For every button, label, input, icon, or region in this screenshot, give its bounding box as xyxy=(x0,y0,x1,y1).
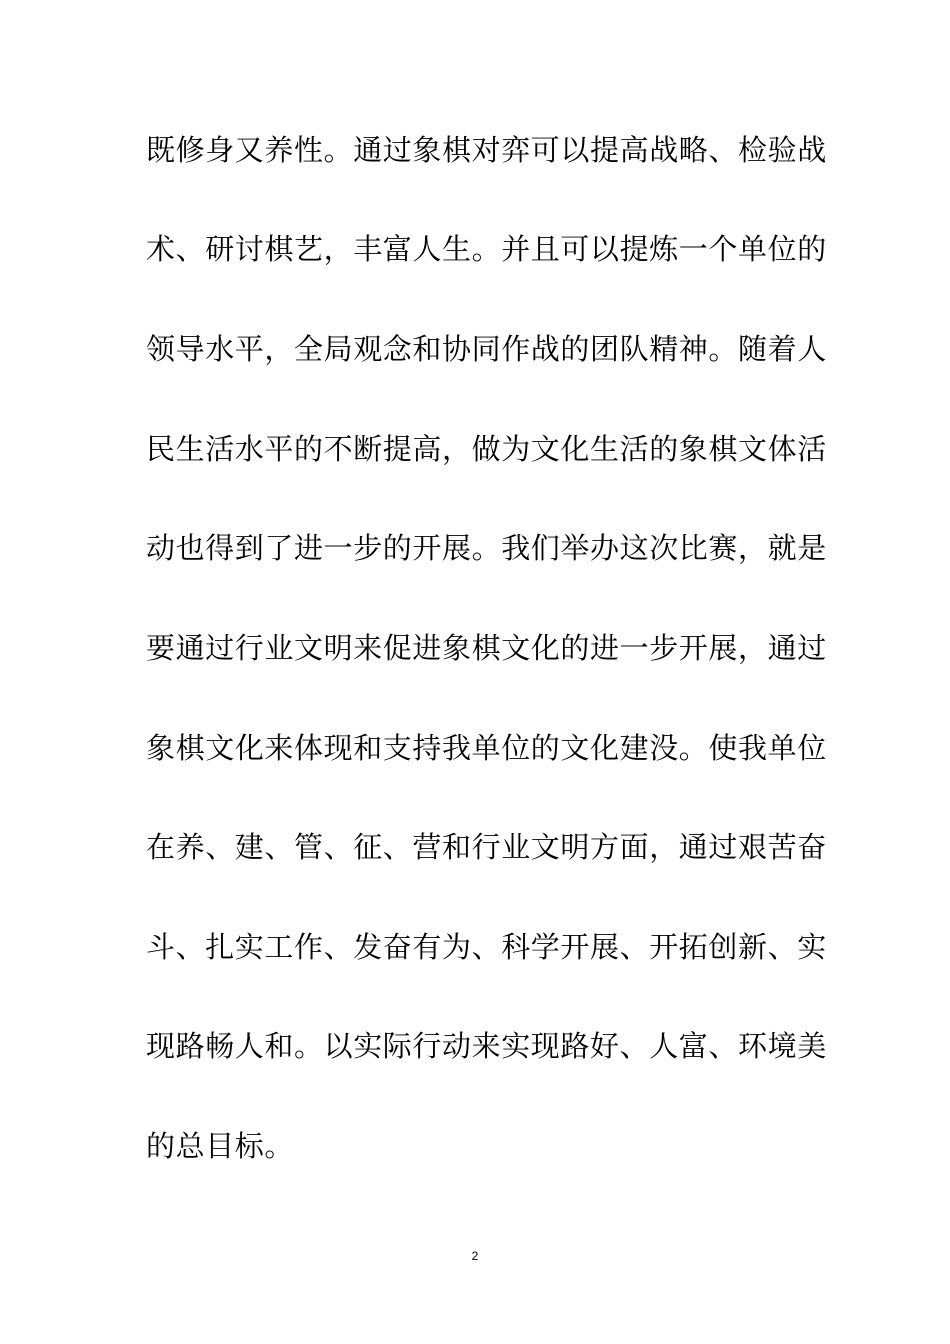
page-number: 2 xyxy=(471,1249,479,1263)
paragraph-line: 在养、建、管、征、营和行业文明方面，通过艰苦奋 xyxy=(146,830,827,864)
paragraph-line: 现路畅人和。以实际行动来实现路好、人富、环境美 xyxy=(146,1029,827,1063)
paragraph-line: 民生活水平的不断提高，做为文化生活的象棋文体活 xyxy=(146,432,827,466)
paragraph-line: 动也得到了进一步的开展。我们举办这次比赛，就是 xyxy=(146,531,827,565)
paragraph-line: 象棋文化来体现和支持我单位的文化建没。使我单位 xyxy=(146,731,827,765)
paragraph-line: 既修身又养性。通过象棋对弈可以提高战略、检验战 xyxy=(146,133,827,167)
paragraph-line: 术、研讨棋艺，丰富人生。并且可以提炼一个单位的 xyxy=(146,232,827,266)
paragraph-line: 领导水平，全局观念和协同作战的团队精神。随着人 xyxy=(146,332,827,366)
paragraph-line: 斗、扎实工作、发奋有为、科学开展、开拓创新、实 xyxy=(146,930,827,964)
paragraph-line: 的总目标。 xyxy=(146,1129,295,1163)
paragraph-line: 要通过行业文明来促进象棋文化的进一步开展，通过 xyxy=(146,631,827,665)
